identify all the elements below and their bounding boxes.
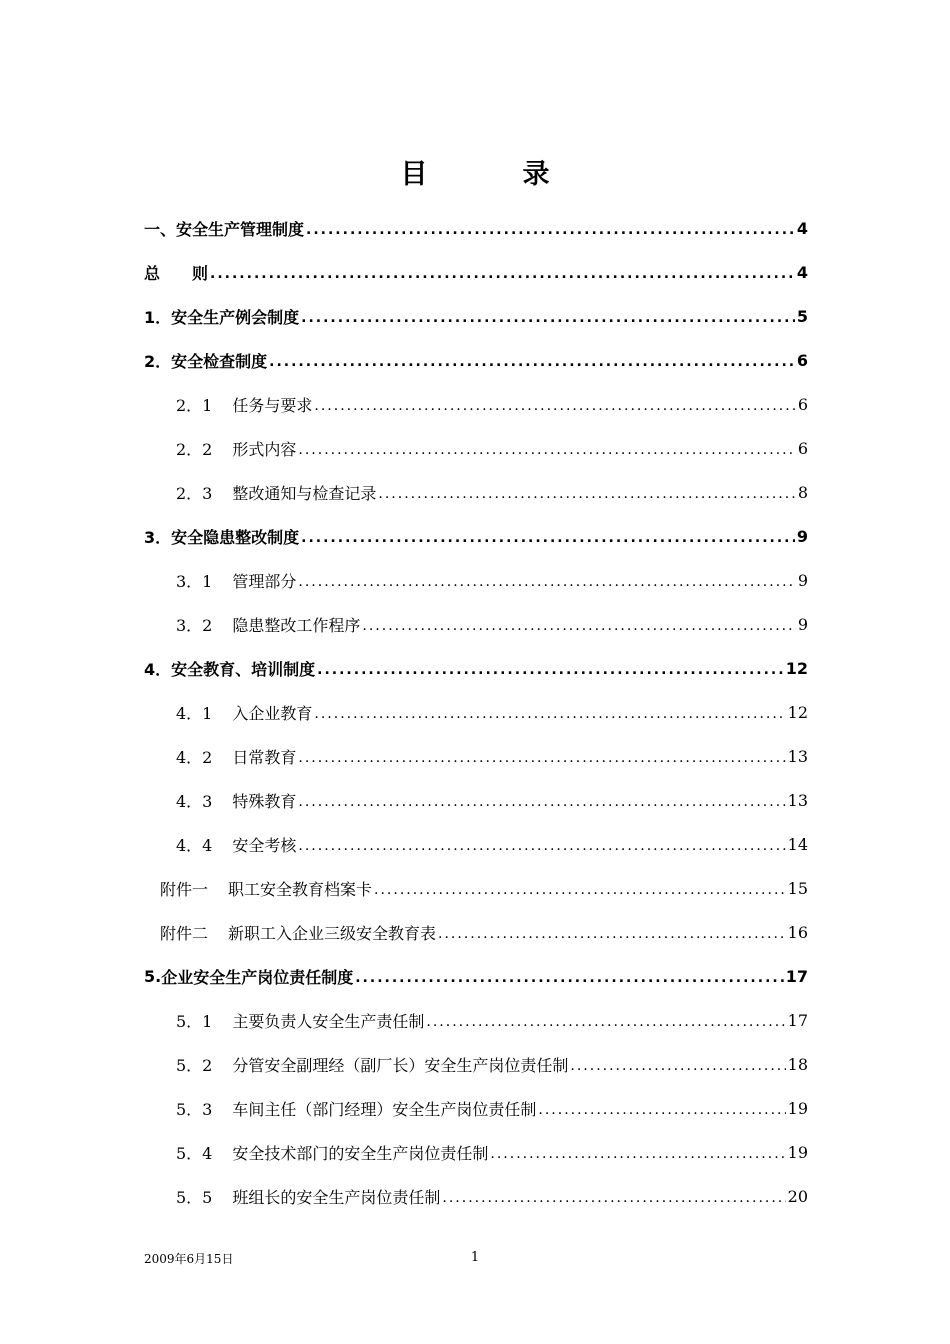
toc-entry-label: 安全检查制度	[171, 351, 268, 371]
toc-dot-leader	[438, 926, 786, 942]
toc-entry-label: 隐患整改工作程序	[232, 615, 361, 635]
toc-dot-leader	[210, 266, 795, 282]
toc-entry-number: 4．1	[176, 703, 213, 723]
toc-entry-page: 18	[787, 1054, 808, 1074]
toc-entry[interactable]	[144, 778, 808, 822]
toc-entry-page: 16	[787, 922, 808, 942]
footer-page-number: 1	[470, 1250, 480, 1265]
toc-entry-page: 13	[787, 790, 808, 810]
toc-dot-leader	[306, 222, 795, 238]
toc-entry-number: 一、	[144, 219, 177, 239]
toc-entry-label: 企业安全生产岗位责任制度	[161, 967, 354, 987]
toc-entry-page: 9	[797, 614, 808, 634]
toc-entry-label: 形式内容	[232, 439, 297, 459]
toc-entry-number: 5．5	[176, 1187, 213, 1207]
toc-entry-label: 安全考核	[232, 835, 297, 855]
footer-date: 2009年6月15日	[144, 1252, 234, 1266]
toc-dot-leader	[570, 1058, 785, 1074]
toc-entry-label: 日常教育	[232, 747, 297, 767]
toc-dot-leader	[298, 442, 795, 458]
toc-dot-leader	[314, 398, 795, 414]
toc-entry-number: 5．3	[176, 1099, 213, 1119]
toc-entry-label: 安全生产管理制度	[176, 219, 305, 239]
toc-entry-page: 13	[787, 746, 808, 766]
toc-entry[interactable]	[144, 206, 808, 250]
toc-entry-page: 9	[797, 570, 808, 590]
toc-entry-page: 17	[787, 1010, 808, 1030]
toc-dot-leader	[298, 574, 795, 590]
toc-entry-number: 1．	[144, 307, 172, 327]
toc-entry[interactable]	[144, 250, 808, 294]
toc-entry-label: 安全生产例会制度	[171, 307, 300, 327]
toc-entry[interactable]	[144, 602, 808, 646]
toc-entry-label: 分管安全副理经（副厂长）安全生产岗位责任制	[232, 1055, 569, 1075]
toc-entry-number: 5．2	[176, 1055, 213, 1075]
toc-entry-label: 职工安全教育档案卡	[228, 879, 373, 899]
toc-entry[interactable]	[144, 646, 808, 690]
toc-entry-page: 15	[787, 878, 808, 898]
toc-entry-page: 17	[785, 966, 808, 986]
toc-entry-label: 班组长的安全生产岗位责任制	[232, 1187, 441, 1207]
toc-entry-page: 4	[796, 262, 808, 282]
page-title: 目 录	[400, 159, 584, 190]
toc-entry-page: 19	[787, 1142, 808, 1162]
toc-entry-number: 附件二	[160, 923, 209, 943]
toc-entry-page: 9	[796, 526, 808, 546]
toc-entry[interactable]	[144, 1042, 808, 1086]
toc-entry[interactable]	[144, 558, 808, 602]
toc-dot-leader	[426, 1014, 785, 1030]
toc-entry-number: 4．3	[176, 791, 213, 811]
toc-dot-leader	[490, 1146, 785, 1162]
toc-entry-number: 3．	[144, 527, 172, 547]
toc-dot-leader	[374, 882, 786, 898]
toc-dot-leader	[362, 618, 795, 634]
toc-dot-leader	[538, 1102, 785, 1118]
toc-entry-label: 则	[160, 263, 209, 283]
toc-entry-number: 总	[144, 263, 161, 283]
toc-entry[interactable]	[144, 294, 808, 338]
toc-entry[interactable]	[144, 470, 808, 514]
toc-dot-leader	[298, 838, 785, 854]
toc-entry-label: 管理部分	[232, 571, 297, 591]
toc-entry[interactable]	[144, 734, 808, 778]
table-of-contents	[144, 206, 808, 1218]
toc-entry-page: 14	[787, 834, 808, 854]
toc-entry-number: 4．4	[176, 835, 213, 855]
toc-entry-page: 6	[797, 394, 808, 414]
toc-entry[interactable]	[144, 910, 808, 954]
toc-entry-number: 2．	[144, 351, 172, 371]
toc-entry-number: 5．1	[176, 1011, 213, 1031]
toc-dot-leader	[301, 530, 795, 546]
toc-entry-page: 5	[796, 306, 808, 326]
toc-entry-label: 特殊教育	[232, 791, 297, 811]
toc-entry-number: 2．1	[176, 395, 213, 415]
toc-entry-page: 6	[796, 350, 808, 370]
toc-entry-number: 附件一	[160, 879, 209, 899]
toc-entry-page: 12	[785, 658, 808, 678]
toc-entry-number: 5．4	[176, 1143, 213, 1163]
toc-dot-leader	[301, 310, 795, 326]
toc-entry[interactable]	[144, 514, 808, 558]
toc-entry[interactable]	[144, 382, 808, 426]
toc-entry-number: 3．2	[176, 615, 213, 635]
toc-entry-number: 5.	[144, 966, 162, 986]
toc-entry[interactable]	[144, 1130, 808, 1174]
toc-dot-leader	[442, 1190, 785, 1206]
toc-entry-page: 20	[787, 1186, 808, 1206]
toc-dot-leader	[355, 970, 784, 986]
toc-entry-page: 19	[787, 1098, 808, 1118]
toc-entry-label: 整改通知与检查记录	[232, 483, 377, 503]
toc-entry-label: 任务与要求	[232, 395, 313, 415]
toc-entry-number: 3．1	[176, 571, 213, 591]
toc-dot-leader	[298, 750, 785, 766]
toc-entry[interactable]	[144, 822, 808, 866]
toc-entry[interactable]	[144, 1086, 808, 1130]
toc-entry[interactable]	[144, 426, 808, 470]
toc-dot-leader	[317, 662, 784, 678]
toc-entry-page: 4	[796, 218, 808, 238]
toc-entry-number: 2．3	[176, 483, 213, 503]
toc-entry[interactable]	[144, 954, 808, 998]
toc-entry-label: 车间主任（部门经理）安全生产岗位责任制	[232, 1099, 537, 1119]
toc-entry-label: 入企业教育	[232, 703, 313, 723]
toc-entry[interactable]	[144, 866, 808, 910]
toc-entry-label: 主要负责人安全生产责任制	[232, 1011, 425, 1031]
toc-entry-label: 安全技术部门的安全生产岗位责任制	[232, 1143, 489, 1163]
toc-entry[interactable]	[144, 1174, 808, 1218]
toc-entry-page: 12	[787, 702, 808, 722]
toc-entry-label: 安全隐患整改制度	[171, 527, 300, 547]
toc-entry-label: 新职工入企业三级安全教育表	[228, 923, 437, 943]
toc-entry[interactable]	[144, 690, 808, 734]
toc-dot-leader	[378, 486, 795, 502]
toc-entry-number: 4．	[144, 659, 172, 679]
toc-entry-number: 2．2	[176, 439, 213, 459]
toc-entry[interactable]	[144, 998, 808, 1042]
toc-dot-leader	[314, 706, 785, 722]
toc-entry-page: 6	[797, 438, 808, 458]
toc-dot-leader	[269, 354, 795, 370]
toc-dot-leader	[298, 794, 785, 810]
toc-entry-page: 8	[797, 482, 808, 502]
toc-entry[interactable]	[144, 338, 808, 382]
toc-entry-label: 安全教育、培训制度	[171, 659, 316, 679]
toc-entry-number: 4．2	[176, 747, 213, 767]
